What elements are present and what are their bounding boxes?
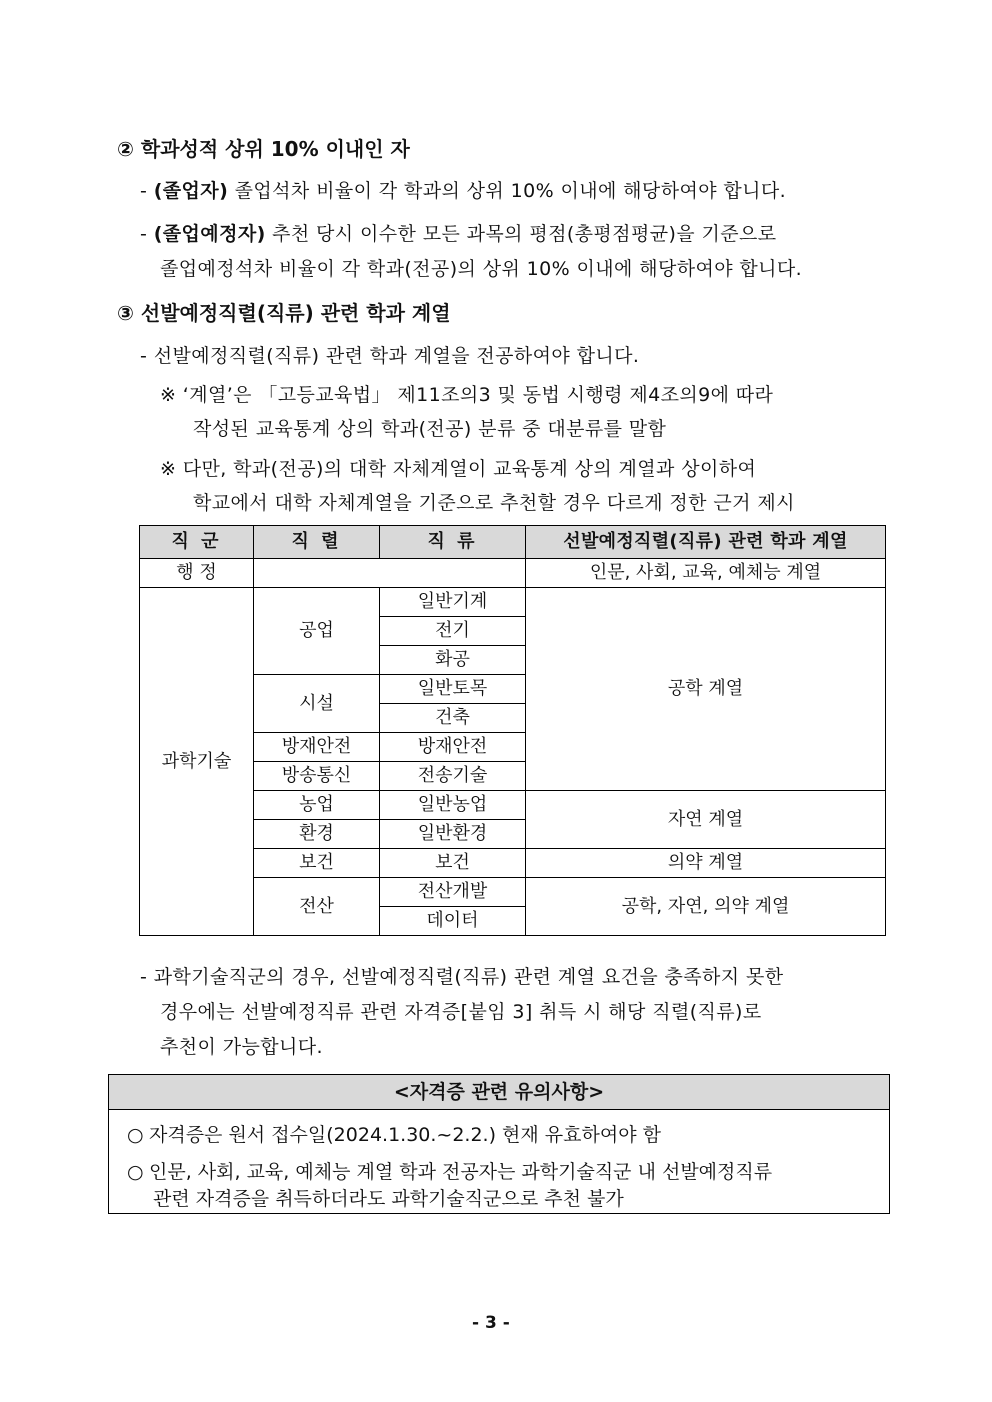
- expected-text-2: 졸업예정석차 비율이 각 학과(전공)의 상위 10% 이내에 해당하여야 합니다.: [160, 258, 803, 280]
- series-cell: 공업: [254, 588, 380, 675]
- section3-bullet-text: 선발예정직렬(직류) 관련 학과 계열을 전공하여야 합니다.: [153, 345, 640, 367]
- graduate-bullet: [140, 176, 786, 203]
- admin-field-cell: 인문, 사회, 교육, 예체능 계열: [526, 559, 886, 588]
- after-table-text-1: 과학기술직군의 경우, 선발예정직렬(직류) 관련 계열 요건을 충족하지 못한: [153, 966, 784, 988]
- class-cell: 전기: [380, 617, 526, 646]
- table-header-row: [140, 526, 886, 559]
- field-cell: 자연 계열: [526, 791, 886, 849]
- dash: -: [140, 966, 148, 988]
- class-cell: 화공: [380, 646, 526, 675]
- expected-text-1: 추천 당시 이수한 모든 과목의 평점(총평점평균)을 기준으로: [272, 223, 777, 245]
- after-table-line3: 추천이 가능합니다.: [160, 1036, 323, 1058]
- series-cell: 시설: [254, 675, 380, 733]
- notice-item-2-text-2: 관련 자격증을 취득하더라도 과학기술직군으로 추천 불가: [153, 1188, 624, 1210]
- class-cell: 보건: [380, 849, 526, 878]
- section3-bullet: [140, 341, 639, 368]
- certificate-notice-box: [108, 1074, 890, 1214]
- field-cell: 공학, 자연, 의약 계열: [526, 878, 886, 936]
- class-cell: 데이터: [380, 907, 526, 936]
- page-number: - 3 -: [472, 1313, 510, 1333]
- expected-bullet: [140, 219, 776, 246]
- series-cell: 보건: [254, 849, 380, 878]
- series-cell: 환경: [254, 820, 380, 849]
- graduate-text: 졸업석차 비율이 각 학과의 상위 10% 이내에 해당하여야 합니다.: [234, 180, 787, 202]
- notice-item-1-text: 자격증은 원서 접수일(2024.1.30.~2.2.) 현재 유효하여야 함: [149, 1124, 661, 1146]
- note1-line1: ※ ‘계열’은 「고등교육법」 제11조의3 및 동법 시행령 제4조의9에 따라: [160, 384, 774, 406]
- department-field-table: [139, 525, 886, 936]
- class-cell: 일반농업: [380, 791, 526, 820]
- field-cell: 의약 계열: [526, 849, 886, 878]
- section3-heading: ③ 선발예정직렬(직류) 관련 학과 계열: [117, 301, 451, 325]
- note2-line2: 학교에서 대학 자체계열을 기준으로 추천할 경우 다르게 정한 근거 제시: [193, 492, 795, 514]
- table-row: [140, 588, 886, 617]
- expected-label: (졸업예정자): [153, 223, 266, 245]
- table-row: [140, 559, 886, 588]
- class-cell: 전산개발: [380, 878, 526, 907]
- admin-empty-cell: [254, 559, 526, 588]
- class-cell: 일반기계: [380, 588, 526, 617]
- admin-group-cell: 행 정: [140, 559, 254, 588]
- after-table-line1: [140, 962, 783, 989]
- dash: -: [140, 345, 148, 367]
- science-group-cell: 과학기술: [140, 588, 254, 936]
- series-cell: 방송통신: [254, 762, 380, 791]
- header-series: 직 렬: [254, 526, 380, 559]
- note1-line2: 작성된 교육통계 상의 학과(전공) 분류 중 대분류를 말함: [193, 418, 667, 440]
- notice-title: <자격증 관련 유의사항>: [109, 1075, 889, 1110]
- class-cell: 일반토목: [380, 675, 526, 704]
- header-class: 직 류: [380, 526, 526, 559]
- after-table-line2: 경우에는 선발예정직류 관련 자격증[붙임 3] 취득 시 해당 직렬(직류)로: [160, 1001, 762, 1023]
- class-cell: 방재안전: [380, 733, 526, 762]
- header-group: 직 군: [140, 526, 254, 559]
- graduate-label: (졸업자): [153, 180, 229, 202]
- dash: -: [140, 223, 148, 245]
- notice-item-2: [127, 1157, 772, 1184]
- note2-line1: ※ 다만, 학과(전공)의 대학 자체계열이 교육통계 상의 계열과 상이하여: [160, 458, 757, 480]
- dash: -: [140, 180, 148, 202]
- circle-bullet: ○: [127, 1161, 144, 1183]
- notice-item-2-text-1: 인문, 사회, 교육, 예체능 계열 학과 전공자는 과학기술직군 내 선발예정직류: [149, 1161, 773, 1183]
- notice-item-2-cont: [153, 1184, 624, 1211]
- series-cell: 전산: [254, 878, 380, 936]
- class-cell: 일반환경: [380, 820, 526, 849]
- field-cell: 공학 계열: [526, 588, 886, 791]
- class-cell: 건축: [380, 704, 526, 733]
- notice-item-1: [127, 1120, 661, 1147]
- header-field: 선발예정직렬(직류) 관련 학과 계열: [526, 526, 886, 559]
- circle-bullet: ○: [127, 1124, 144, 1146]
- section2-heading: ② 학과성적 상위 10% 이내인 자: [117, 137, 410, 161]
- series-cell: 방재안전: [254, 733, 380, 762]
- series-cell: 농업: [254, 791, 380, 820]
- class-cell: 전송기술: [380, 762, 526, 791]
